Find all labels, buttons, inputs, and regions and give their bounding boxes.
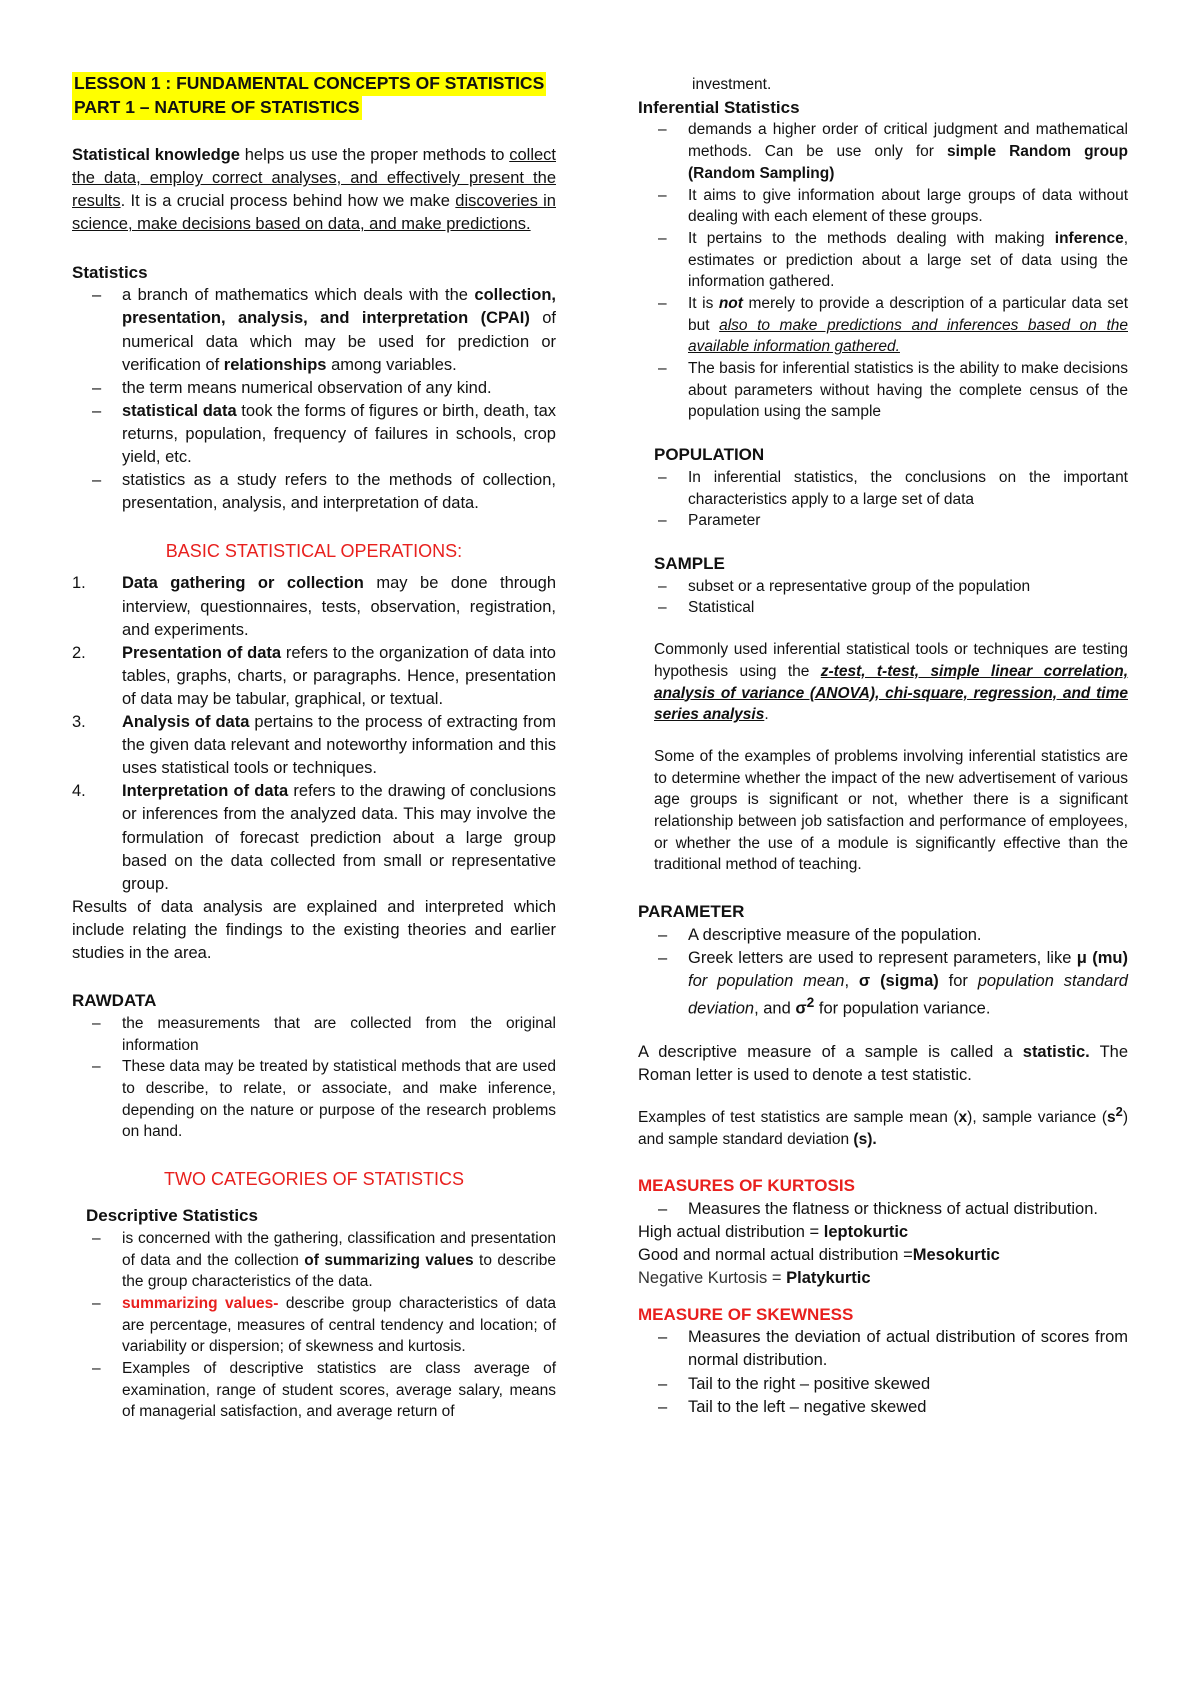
list-item: – Statistical — [638, 597, 1128, 619]
list-item: – The basis for inferential statistics is the ability to make decisions about parameters without having the complete census of the population using the sample — [638, 358, 1128, 423]
examples-paragraph: Some of the examples of problems involving inferential statistics are to determine whether the impact of the new advertisement of various age groups is significant or not, whether there is a significant relationship between job satisfaction and performance of employees, or whether the use of a module is significantly effective than the traditional method of teaching. — [654, 747, 1128, 874]
parameter-list — [638, 924, 1128, 1021]
list-item: 2. Presentation of data refers to the organization of data into tables, graphs, charts, or paragraphs. Hence, presentation of data may be tabular, graphical, or textual. — [72, 643, 556, 708]
test-statistics-paragraph: Examples of test statistics are sample mean (x), sample variance $(s^2)$ and sample standard deviation (s). — [638, 1103, 1128, 1148]
kurtosis-heading: MEASURES OF KURTOSIS — [638, 1176, 855, 1196]
intro-text-2: . It is a crucial process behind how we make — [120, 192, 456, 211]
inferential-heading: Inferential Statistics — [638, 97, 800, 117]
skewness-heading: MEASURE OF SKEWNESS — [638, 1304, 854, 1324]
skewness-list — [638, 1326, 1128, 1418]
inferential-list — [638, 119, 1128, 423]
part-title: PART 1 – NATURE OF STATISTICS — [72, 96, 362, 120]
list-item: – Parameter — [638, 510, 1128, 532]
kurtosis-line: Negative Kurtosis = Platykurtic — [638, 1269, 871, 1288]
investment-continuation: investment. — [692, 76, 772, 93]
kurtosis-line: Good and normal actual distribution =Mesokurtic — [638, 1246, 1000, 1265]
population-heading: POPULATION — [654, 445, 765, 465]
list-item: – a branch of mathematics which deals with the collection, presentation, analysis, and interpretation (CPAI) of numerical data which may be used for prediction or verification of relationships among variables. — [72, 284, 556, 376]
list-item: – It is not merely to provide a description of a particular data set but also to make predictions and inferences based on the available information gathered. — [638, 293, 1128, 358]
list-item: 1. Data gathering or collection may be done through interview, questionnaires, tests, observation, registration, and experiments. — [72, 574, 556, 639]
intro-text-1: helps us use the proper methods to — [239, 146, 510, 165]
sample-heading: SAMPLE — [654, 553, 725, 573]
ops-heading: BASIC STATISTICAL OPERATIONS: — [165, 541, 463, 562]
list-item: – Measures the deviation of actual distribution of scores from normal distribution. — [638, 1326, 1128, 1372]
list-item: – statistics as a study refers to the methods of collection, presentation, analysis, and interpretation of data. — [72, 469, 556, 515]
two-categories-heading: TWO CATEGORIES OF STATISTICS — [163, 1169, 464, 1189]
statistics-heading: Statistics — [72, 262, 148, 282]
list-item: – Greek letters are used to represent parameters, like μ (mu) for population mean, σ (sigma) for population standard deviation, and $\sigma^2$ for population variance. — [638, 947, 1128, 1021]
statistic-paragraph: A descriptive measure of a sample is called a statistic. The Roman letter is used to denote a test statistic. — [638, 1042, 1128, 1084]
list-item: – It pertains to the methods dealing with making inference, estimates or prediction about a large set of data using the information gathered. — [638, 228, 1128, 293]
results-paragraph: Results of data analysis are explained and interpreted which include relating the findings to the existing theories and earlier studies in the area. — [72, 897, 556, 962]
rawdata-heading: RAWDATA — [72, 991, 157, 1011]
right-column — [638, 74, 1128, 1419]
list-item: – These data may be treated by statistical methods that are used to describe, to relate, or associate, and make inference, depending on the nature or purpose of the research problems on hand. — [72, 1056, 556, 1143]
list-item: – the measurements that are collected from the original information — [72, 1013, 556, 1056]
list-item: – It aims to give information about large groups of data without dealing with each element of these groups. — [638, 185, 1128, 228]
rawdata-list — [72, 1013, 556, 1143]
kurtosis-line: High actual distribution = leptokurtic — [638, 1223, 909, 1242]
tools-paragraph: Commonly used inferential statistical tools or techniques are testing hypothesis using the z-test, t-test, simple linear correlation, analysis of variance (ANOVA), chi-square, regression, and time series analysis. — [654, 641, 1129, 724]
descriptive-heading: Descriptive Statistics — [86, 1206, 258, 1226]
intro-paragraph — [72, 144, 556, 236]
list-item: 3. Analysis of data pertains to the process of extracting from the given data relevant and noteworthy information and this uses statistical tools or techniques. — [72, 713, 556, 778]
descriptive-list — [72, 1228, 556, 1423]
list-item: – A descriptive measure of the population. — [638, 924, 1128, 947]
intro-underline-1: collect the data, employ correct analyses, and effectively present the results — [72, 146, 557, 211]
list-item: – is concerned with the gathering, classification and presentation of data and the collection of summarizing values to describe the group characteristics of the data. — [72, 1228, 556, 1293]
list-item: – subset or a representative group of the population — [638, 576, 1128, 598]
kurtosis-list — [638, 1198, 1128, 1221]
lesson-title: LESSON 1 : FUNDAMENTAL CONCEPTS OF STATISTICS — [72, 72, 546, 96]
operations-list — [72, 572, 556, 895]
list-item: – Tail to the left – negative skewed — [638, 1396, 1128, 1419]
list-item: – Examples of descriptive statistics are class average of examination, range of student scores, average salary, means of managerial satisfaction, and average return of — [72, 1358, 556, 1423]
list-item: – statistical data took the forms of figures or birth, death, tax returns, population, frequency of failures in schools, crop yield, etc. — [72, 400, 556, 469]
statistics-list — [72, 284, 556, 515]
intro-bold: Statistical knowledge — [72, 146, 240, 165]
intro-underline-2: discoveries in science, make decisions based on data, and make predictions. — [72, 192, 556, 234]
parameter-heading: PARAMETER — [638, 902, 745, 922]
list-item: – demands a higher order of critical judgment and mathematical methods. Can be use only for simple Random group (Random Sampling) — [638, 119, 1128, 184]
list-item: – summarizing values- describe group characteristics of data are percentage, measures of central tendency and location; of variability or dispersion; of skewness and kurtosis. — [72, 1293, 556, 1358]
sample-list — [638, 576, 1128, 619]
list-item: – the term means numerical observation of any kind. — [72, 377, 556, 400]
list-item: – Tail to the right – positive skewed — [638, 1373, 1128, 1396]
list-item: 4. Interpretation of data refers to the drawing of conclusions or inferences from the analyzed data. This may involve the formulation of forecast prediction about a large group based on the data collected from small or representative group. — [72, 782, 557, 893]
population-list — [638, 467, 1128, 532]
list-item: – Measures the flatness or thickness of actual distribution. — [638, 1198, 1128, 1221]
list-item: – In inferential statistics, the conclusions on the important characteristics apply to a large set of data — [638, 467, 1128, 510]
left-column — [72, 72, 556, 1423]
